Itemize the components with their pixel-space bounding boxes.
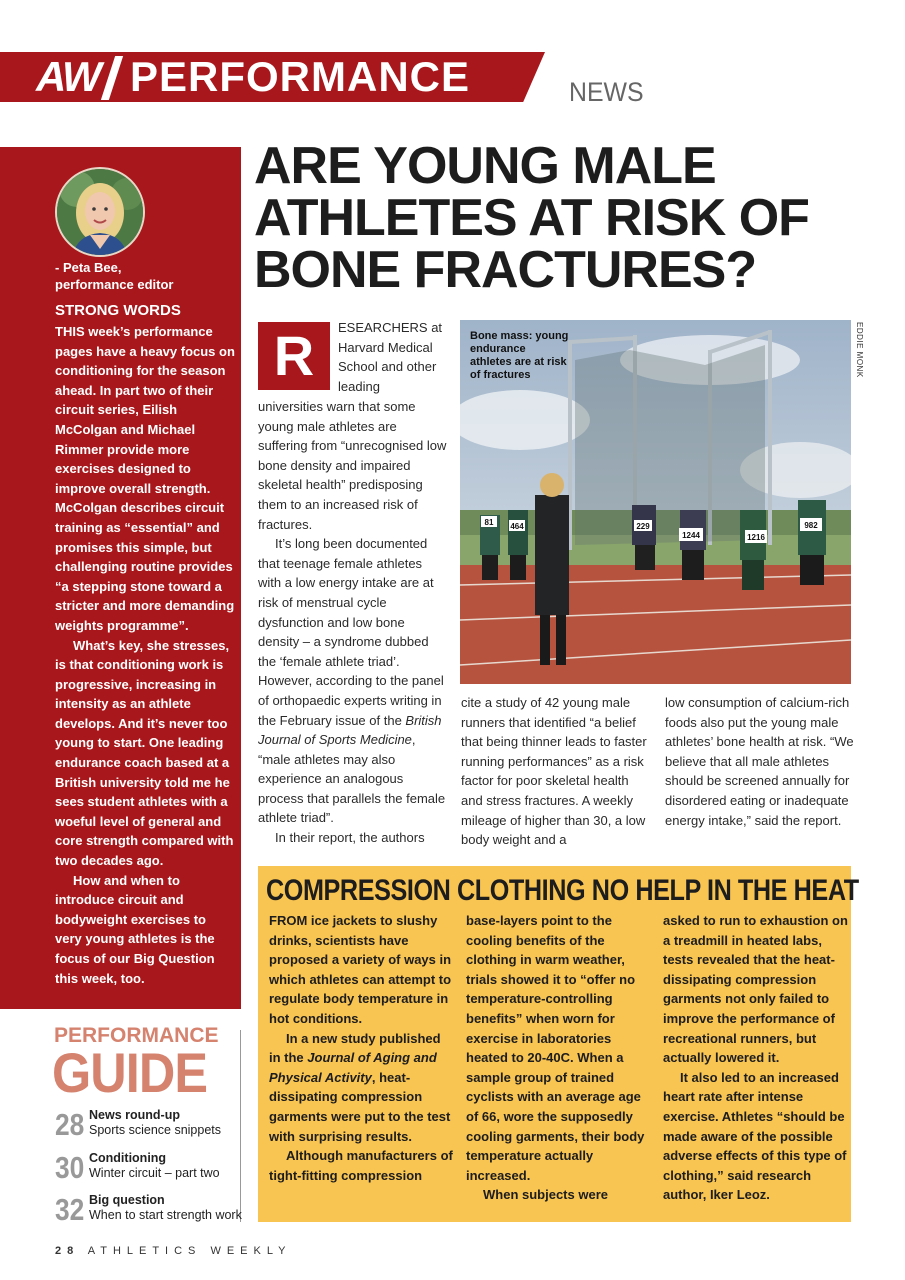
photo-credit: EDDIE MONK — [855, 322, 864, 378]
boxout-column-3 — [663, 911, 848, 1205]
boxout-paragraph: FROM ice jackets to slushy drinks, scientists have proposed a variety of ways in which athletes can attempt to regulate body temperature in hot conditions. — [269, 913, 452, 1026]
guide-item-subtitle: Sports science snippets — [89, 1123, 222, 1137]
bib-number: 1244 — [682, 531, 700, 540]
headline-line: ATHLETES AT RISK OF — [254, 189, 809, 247]
bib-number: 464 — [510, 522, 524, 531]
article-column-1 — [258, 397, 448, 848]
intro-line: Harvard Medical — [338, 339, 433, 355]
sidebar-paragraph: What’s key, she stresses, is that conditioning work is progressive, increasing in intensity as an athlete develops. And it’s never too young to start. One leading endurance coach based at a British university told me he sees student athletes with a woeful level of general and core strength compared with two decades ago. — [55, 637, 234, 869]
author-name: - Peta Bee, — [55, 260, 122, 275]
article-paragraph: universities warn that some young male athletes are suffering from “unrecognised low bone density and impaired skeletal health” predisposing them to an increased risk of fractures. — [258, 399, 447, 532]
intro-line: leading — [338, 378, 380, 394]
article-paragraph: In their report, the authors — [275, 830, 425, 846]
sidebar-paragraph: How and when to introduce circuit and bodyweight exercises to very young athletes is the focus of our Big Question this week, too. — [55, 872, 215, 986]
aw-logo: AW — [36, 53, 100, 100]
headline-line: ARE YOUNG MALE — [254, 137, 716, 195]
bib-number: 982 — [804, 521, 818, 530]
author-role: performance editor — [55, 277, 174, 292]
article-paragraph: cite a study of 42 young male runners that identified “a belief that being thinner leads to faster running performances” as a risk factor for poor skeletal health and stress fractures. A weekly mileage of higher than 30, a low body weight and a — [461, 695, 647, 848]
boxout-paragraph: It also led to an increased heart rate after intense exercise. Athletes “should be made aware of the possible adverse effects of this type of clothing,” said research author, Iker Leoz. — [663, 1069, 847, 1203]
photo-caption: Bone mass: young endurance athletes are at risk of fractures — [470, 330, 569, 381]
sidebar-paragraph: THIS week’s performance pages have a heavy focus on conditioning for the season ahead. In part two of their circuit series, Eilish McColgan and Michael Rimmer provide more exercises designed to improve overall strength. McColgan describes circuit training as “essential” and promises this simple, but challenging routine provides “a stepping stone toward a stricter and more demanding weights programme”. — [55, 324, 235, 633]
guide-item-subtitle: When to start strength work — [89, 1208, 242, 1222]
article-column-3 — [665, 693, 855, 830]
guide-label: PERFORMANCE — [54, 1024, 219, 1047]
journal-name: British Journal of Sports Medicine — [258, 712, 442, 748]
sidebar-heading: STRONG WORDS — [55, 302, 181, 319]
intro-line: School and other — [338, 359, 437, 375]
guide-item-title: News round-up — [89, 1108, 180, 1122]
bib-number: 229 — [636, 522, 650, 531]
boxout-paragraph: Although manufacturers of tight-fitting compression — [269, 1148, 453, 1183]
page-number: 28 — [55, 1245, 80, 1257]
guide-page-number: 30 — [55, 1150, 85, 1185]
bib-number: 1216 — [747, 533, 765, 542]
publication-name: ATHLETICS WEEKLY — [87, 1245, 292, 1257]
boxout-paragraph: When subjects were — [483, 1187, 608, 1203]
guide-item[interactable] — [55, 1107, 240, 1145]
article-paragraph — [258, 534, 448, 828]
intro-line: ESEARCHERS at — [338, 320, 443, 335]
boxout-text: , heat-dissipating compression garments were put to the test with surprising results. — [269, 1069, 451, 1144]
article-headline — [254, 137, 874, 299]
boxout-heading: COMPRESSION CLOTHING NO HELP IN THE HEAT — [266, 874, 859, 907]
boxout-column-2 — [466, 911, 651, 1205]
journal-name: Journal of Aging and Physical Activity — [269, 1050, 437, 1085]
drop-cap: R — [258, 322, 330, 390]
guide-item-title: Big question — [89, 1193, 165, 1207]
boxout-column-1 — [269, 911, 454, 1185]
guide-title: GUIDE — [52, 1041, 208, 1104]
guide-divider — [240, 1030, 241, 1222]
boxout-paragraph: asked to run to exhaustion on a treadmill in heated labs, tests revealed that the heat-dissipating compression garments not only failed to improve the performance of recreational runners, but actually lowered it. — [663, 913, 848, 1066]
guide-item-subtitle: Winter circuit – part two — [89, 1166, 220, 1180]
section-title: PERFORMANCE — [130, 53, 471, 100]
headline-line: BONE FRACTURES? — [254, 241, 757, 299]
boxout-paragraph — [269, 1029, 454, 1147]
sidebar-text — [55, 322, 235, 988]
article-column-2 — [461, 693, 651, 850]
article-intro — [338, 318, 448, 396]
bib-number: 81 — [484, 518, 494, 527]
article-paragraph: low consumption of calcium-rich foods also put the young male athletes’ bone health at risk. “We believe that all male athletes should be screened annually for disordered eating or inadequate energy intake,” said the report. — [665, 695, 854, 828]
section-tag: NEWS — [569, 77, 644, 107]
guide-item[interactable] — [55, 1150, 240, 1188]
guide-item-title: Conditioning — [89, 1151, 167, 1165]
author-credit — [55, 259, 235, 293]
guide-item[interactable] — [55, 1192, 240, 1230]
boxout-paragraph: base-layers point to the cooling benefits of the clothing in warm weather, trials showed it to “offer no temperature-controlling benefits” when worn for exercise in laboratories heated to 20-40C. When a sample group of trained cyclists with an average age of 66, wore the supposedly cooling garments, their body temperature actually increased. — [466, 913, 645, 1183]
article-text: It’s long been documented that teenage female athletes with a low energy intake are at risk of menstrual cycle dysfunction and low bone density – a syndrome dubbed the ‘female athlete triad’. However, according to the panel of orthopaedic experts writing in the February issue of the — [258, 536, 444, 728]
guide-page-number: 28 — [55, 1107, 85, 1142]
article-text: , “male athletes may also experience an analogous process that parallels the female athlete triad”. — [258, 732, 446, 826]
boxout-text: In a new study published in the — [269, 1030, 441, 1066]
page-footer — [55, 1244, 292, 1258]
author-avatar — [55, 167, 145, 257]
guide-page-number: 32 — [55, 1192, 85, 1227]
